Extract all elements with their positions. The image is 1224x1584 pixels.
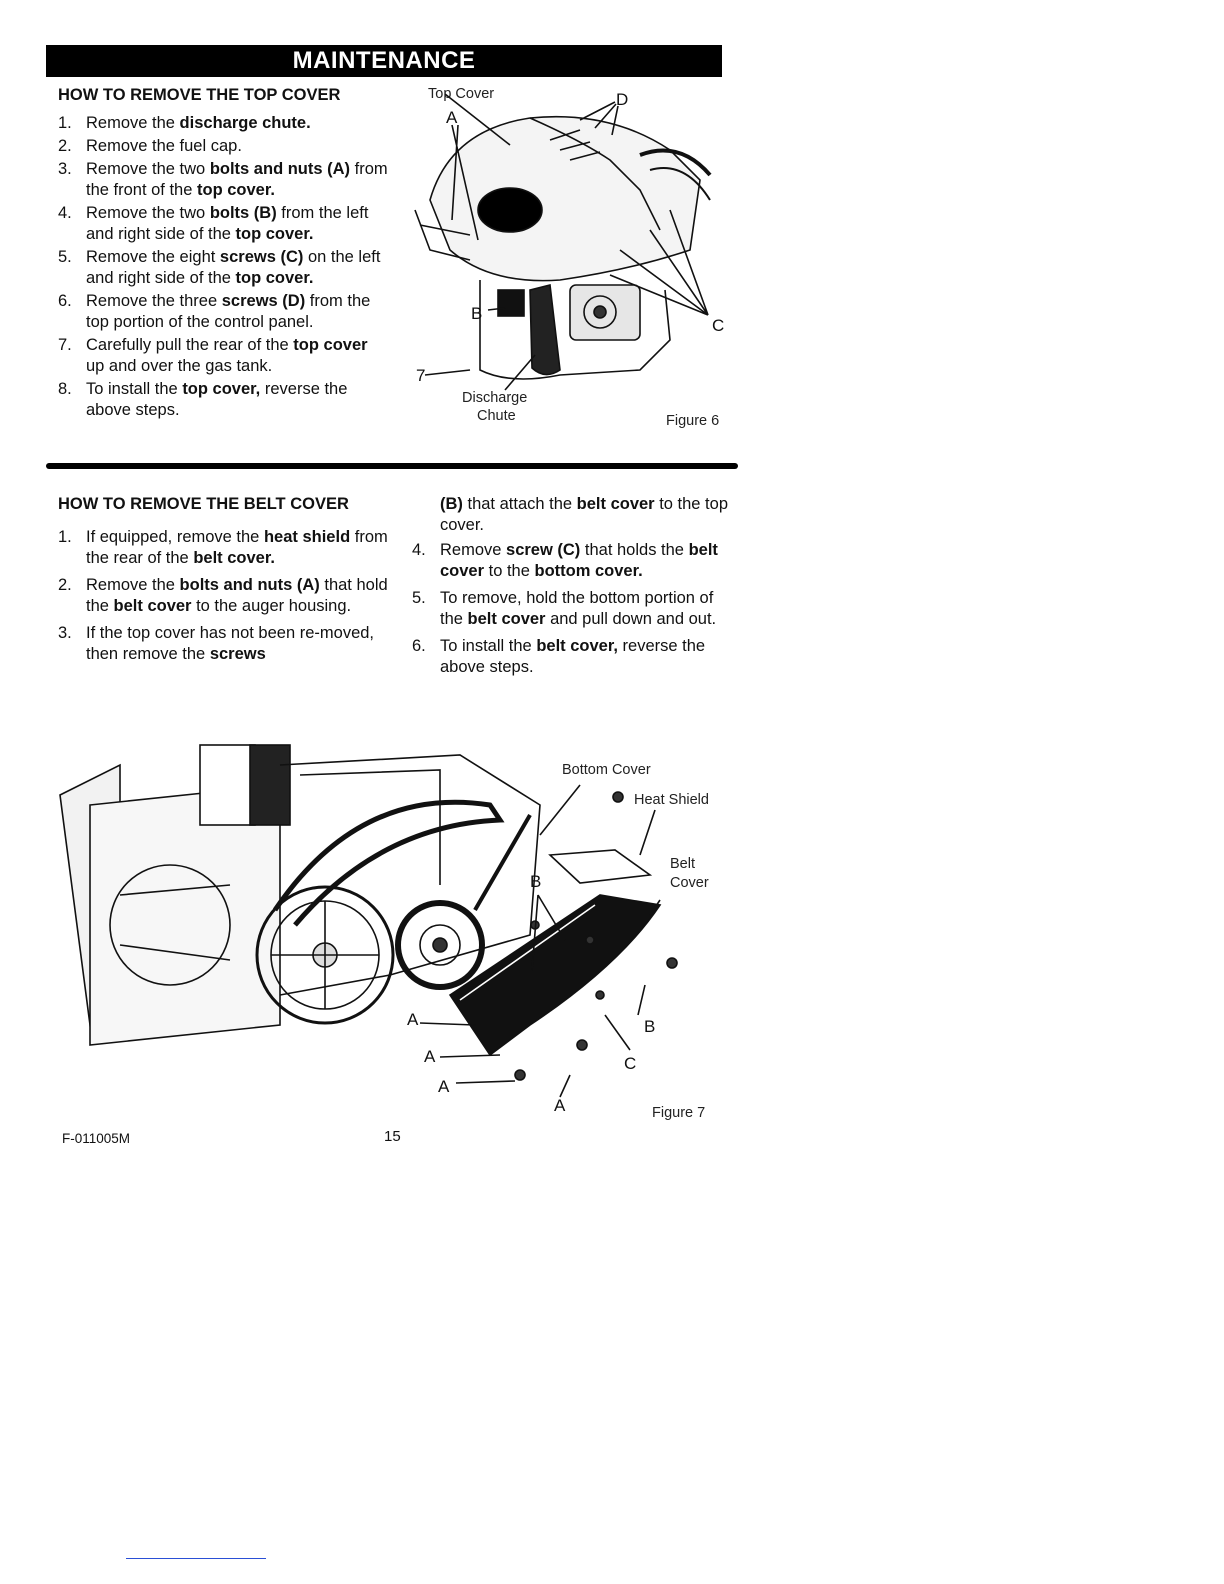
step-number: 7. [58, 336, 72, 354]
belt-cover-title: HOW TO REMOVE THE BELT COVER [58, 495, 349, 513]
step-text: Remove the three [86, 292, 222, 310]
bold-term: bottom cover. [534, 562, 643, 580]
step-text: from the front of the [86, 160, 388, 199]
fig7-callout-a-2: A [424, 1047, 436, 1066]
callout-b: B [471, 304, 483, 323]
bold-term: belt cover. [193, 549, 275, 567]
top-cover-step [58, 159, 388, 201]
figure-7-illustration [60, 745, 680, 1105]
step-text: to the [484, 562, 535, 580]
bold-term: top cover. [197, 181, 275, 199]
step-text: If equipped, remove the [86, 528, 264, 546]
step-number: 4. [412, 541, 426, 559]
belt-step-3-continued [412, 494, 732, 536]
bold-term: belt cover [113, 597, 192, 615]
step-text: and pull down and out. [545, 610, 717, 628]
bold-term: screw (C) [506, 541, 581, 559]
chute-label: Chute [477, 408, 516, 424]
step-text: Carefully pull the rear of the [86, 336, 294, 354]
top-cover-steps [58, 113, 388, 421]
belt-cover-steps-left [58, 527, 388, 665]
bold-term: bolts and nuts (A) [179, 576, 320, 594]
belt-cover-step [58, 623, 388, 665]
step-text: to the auger housing. [191, 597, 352, 615]
step-text: Remove the two [86, 160, 210, 178]
top-cover-title: HOW TO REMOVE THE TOP COVER [58, 86, 341, 104]
step-number: 3. [58, 624, 72, 642]
belt-cover-section-left [58, 494, 388, 671]
step-text: Remove the [86, 114, 180, 132]
step-text: Remove the eight [86, 248, 220, 266]
step-text: If the top cover has not been re-moved, then remove the [86, 624, 375, 663]
callout-7: 7 [416, 366, 426, 385]
bold-term: belt cover [440, 541, 718, 580]
step-number: 8. [58, 380, 72, 398]
bold-term: screws (C) [219, 248, 304, 266]
top-cover-section [58, 85, 388, 423]
belt-cover-section-right [412, 494, 732, 684]
discharge-label: Discharge [462, 390, 528, 406]
bold-term: discharge chute. [179, 114, 311, 132]
belt-cover-step [58, 575, 388, 617]
figure-7-caption: Figure 7 [652, 1105, 706, 1121]
step-text: on the left and right side of the [86, 248, 381, 287]
top-cover-step [58, 379, 388, 421]
bold-term: (B) [440, 495, 463, 513]
step-number: 4. [58, 204, 72, 222]
step-text: Remove the two [86, 204, 210, 222]
top-cover-label: Top Cover [428, 86, 495, 102]
top-cover-step [58, 247, 388, 289]
bold-term: screws [209, 645, 266, 663]
step-text: Remove the [86, 576, 180, 594]
top-cover-step [58, 291, 388, 333]
step-text: to the top cover. [440, 495, 728, 534]
bold-term: belt cover [467, 610, 546, 628]
heat-shield-label: Heat Shield [634, 792, 709, 808]
belt-cover-step [58, 527, 388, 569]
step-text: up and over the gas tank. [86, 357, 273, 375]
bottom-rule [126, 1558, 266, 1559]
bold-term: top cover. [235, 225, 314, 243]
belt-cover-step [412, 588, 732, 630]
step-number: 5. [58, 248, 72, 266]
fig7-callout-a-1: A [407, 1010, 419, 1029]
figure-6-illustration [410, 100, 710, 390]
bold-term: heat shield [263, 528, 351, 546]
callout-d: D [616, 90, 629, 109]
step-number: 1. [58, 114, 72, 132]
step-number: 5. [412, 589, 426, 607]
top-cover-step [58, 335, 388, 377]
document-code: F-011005M [62, 1131, 131, 1146]
callout-c: C [712, 316, 725, 335]
step-number: 2. [58, 137, 72, 155]
bold-term: top cover. [235, 269, 314, 287]
page-number: 15 [384, 1128, 401, 1145]
step-number: 3. [58, 160, 72, 178]
figure-6-caption: Figure 6 [666, 413, 720, 429]
top-cover-step [58, 113, 388, 134]
bottom-cover-label: Bottom Cover [562, 762, 651, 778]
top-cover-step [58, 203, 388, 245]
fig7-callout-b-top: B [530, 872, 542, 891]
belt-cover-step [412, 540, 732, 582]
step-text: from the top portion of the control panel. [86, 292, 371, 331]
bold-term: top cover, [182, 380, 261, 398]
bold-term: screws (D) [221, 292, 306, 310]
step-text: Remove the fuel cap. [86, 137, 242, 155]
fig7-callout-c: C [624, 1054, 637, 1073]
step-text: that hold the [86, 576, 388, 615]
top-cover-step [58, 136, 388, 157]
section-divider [46, 463, 738, 469]
cover-label: Cover [670, 875, 709, 891]
step-text: To remove, hold the bottom portion of the [440, 589, 714, 628]
bold-term: bolts (B) [209, 204, 277, 222]
bold-term: top cover [293, 336, 368, 354]
step-text: To install the [86, 380, 183, 398]
step-text: from the left and right side of the [86, 204, 369, 243]
step-text: reverse the above steps. [440, 637, 706, 676]
belt-label: Belt [670, 856, 695, 872]
step-number: 6. [58, 292, 72, 310]
fig7-callout-a-3: A [438, 1077, 450, 1096]
callout-a: A [446, 108, 458, 127]
bold-term: belt cover [576, 495, 655, 513]
bold-term: belt cover, [536, 637, 618, 655]
step-text: that holds the [580, 541, 689, 559]
step-number: 6. [412, 637, 426, 655]
fig7-callout-b-right: B [644, 1017, 656, 1036]
step-number: 2. [58, 576, 72, 594]
fig7-callout-a-4: A [554, 1096, 566, 1115]
step-text: from the rear of the [86, 528, 388, 567]
section-banner: MAINTENANCE [46, 45, 722, 77]
step-text: Remove [440, 541, 507, 559]
step-number: 1. [58, 528, 72, 546]
step-text: that attach the [462, 495, 577, 513]
step-text: reverse the above steps. [86, 380, 348, 419]
belt-cover-step [412, 636, 732, 678]
belt-cover-steps-right [412, 540, 732, 678]
bold-term: bolts and nuts (A) [209, 160, 351, 178]
step-text: To install the [440, 637, 537, 655]
